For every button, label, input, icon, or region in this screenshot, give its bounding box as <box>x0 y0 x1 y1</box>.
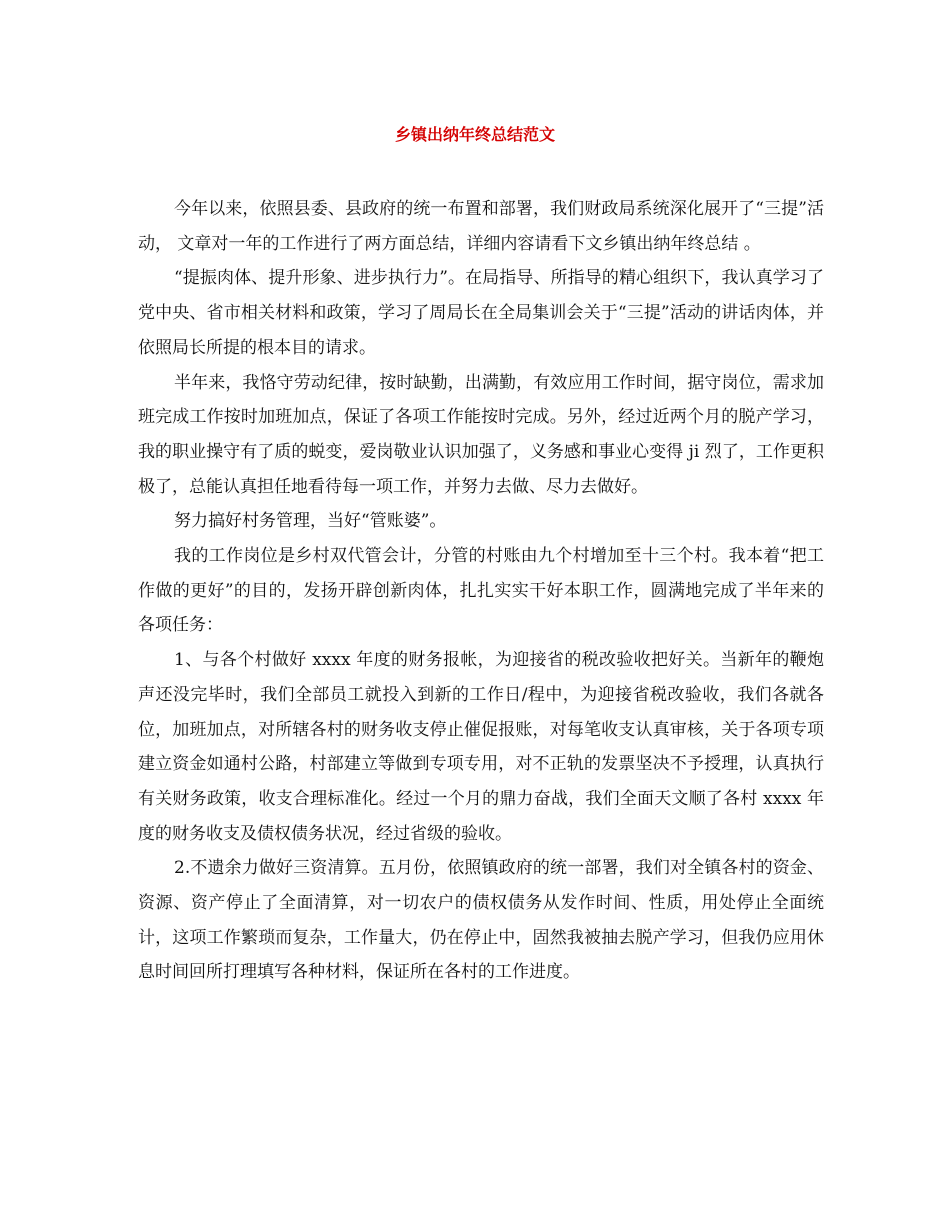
paragraph-1: 今年以来，依照县委、县政府的统一布置和部署，我们财政局系统深化展开了“三提”活动， 文章对一年的工作进行了两方面总结，详细内容请看下文乡镇出纳年终总结 。 <box>138 199 824 254</box>
paragraph-6: 1、与各个村做好 xxxx 年度的财务报帐，为迎接省的税改验收把好关。当新年的鞭炮声还没完毕时，我们全部员工就投入到新的工作日/程中，为迎接省税改验收，我们各就各位，加班加点，对所辖各村的财务收支停止催促报账，对每笔收支认真审核，关于各项专项建立资金如通村公路，村部建立等做到专项专用，对不正轨的发票坚决不予授理，认真执行有关财务政策，收支合理标准化。经过一个月的鼎力奋战，我们全面天文顺了各村 xxxx 年度的财务收支及债权债务状况，经过省级的验收。 <box>138 650 824 844</box>
paragraph-5: 我的工作岗位是乡村双代管会计，分管的村账由九个村增加至十三个村。我本着“把工作做的更好”的目的，发扬开辟创新肉体，扎扎实实干好本职工作，圆满地完成了半年来的各项任务： <box>138 546 824 636</box>
paragraph-7: 2.不遗余力做好三资清算。五月份，依照镇政府的统一部署，我们对全镇各村的资金、资源、资产停止了全面清算，对一切农户的债权债务从发作时间、性质，用处停止全面统计，这项工作繁琐而复杂，工作量大，仍在停止中，固然我被抽去脱产学习，但我仍应用休息时间回所打理填写各种材料，保证所在各村的工作进度。 <box>138 858 824 983</box>
paragraph-3: 半年来，我恪守劳动纪律，按时缺勤，出满勤，有效应用工作时间，据守岗位，需求加班完成工作按时加班加点，保证了各项工作能按时完成。另外，经过近两个月的脱产学习，我的职业操守有了质的蜕变，爱岗敬业认识加强了，义务感和事业心变得 ji 烈了，工作更积极了，总能认真担任地看待每一项工作，并努力去做、尽力去做好。 <box>138 372 824 497</box>
document-body <box>138 192 824 990</box>
paragraph-4: 努力搞好村务管理，当好“管账婆”。 <box>174 511 447 532</box>
document-title: 乡镇出纳年终总结范文 <box>394 125 555 144</box>
paragraph-2: “提振肉体、提升形象、进步执行力”。在局指导、所指导的精心组织下，我认真学习了党中央、省市相关材料和政策，学习了周局长在全局集训会关于“三提”活动的讲话肉体，并依照局长所提的根本目的请求。 <box>138 268 824 358</box>
